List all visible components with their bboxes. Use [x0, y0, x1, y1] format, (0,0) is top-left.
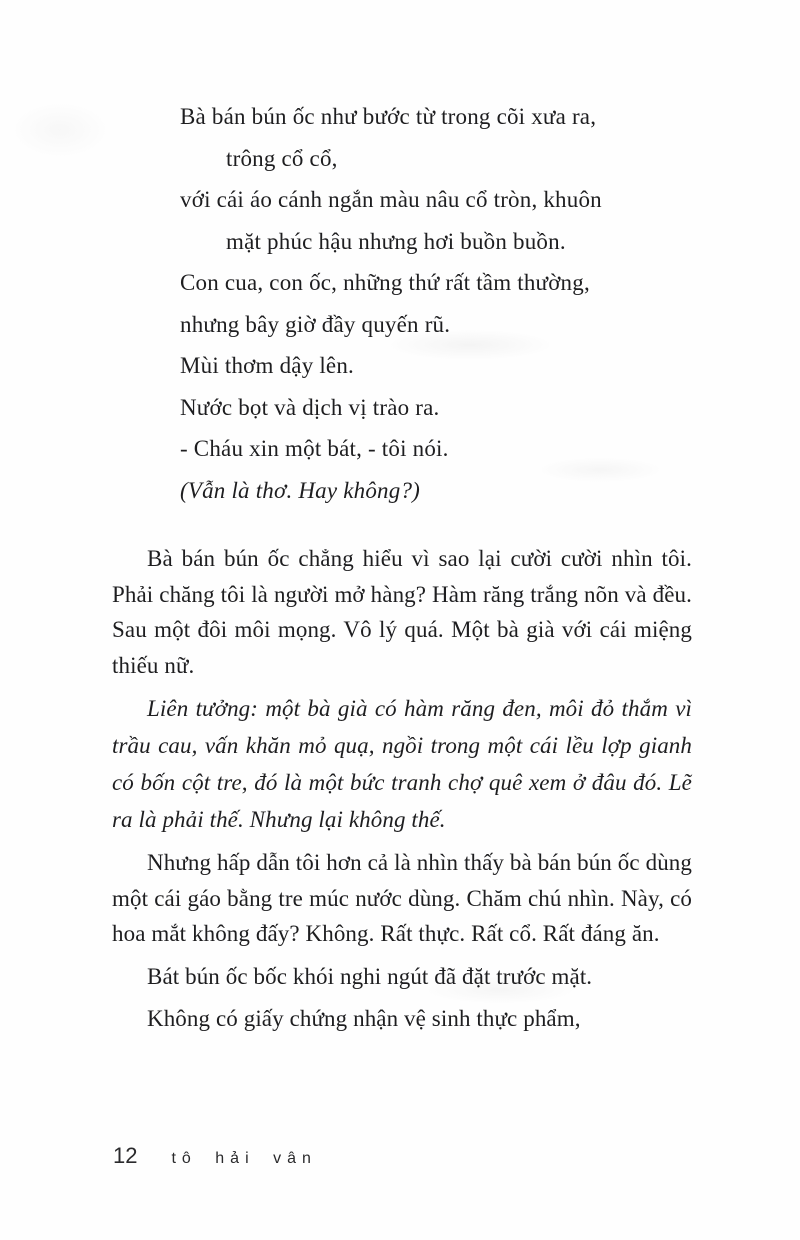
page-footer	[113, 1143, 317, 1169]
poem-line: với cái áo cánh ngắn màu nâu cổ tròn, khuôn	[180, 187, 602, 212]
poem-line: Bà bán bún ốc như bước từ trong cõi xưa ra,	[180, 104, 597, 129]
poem-line: mặt phúc hậu nhưng hơi buồn buồn.	[226, 228, 566, 254]
paragraph: Nhưng hấp dẫn tôi hơn cả là nhìn thấy bà bán bún ốc dùng một cái gáo bằng tre múc nước dùng. Chăm chú nhìn. Này, có hoa mắt không đấy? Không. Rất thực. Rất cổ. Rất đáng ăn.	[112, 850, 692, 946]
poem-block	[180, 96, 720, 511]
poem-line: Nước bọt và dịch vị trào ra.	[180, 394, 440, 420]
paragraph: Bà bán bún ốc chẳng hiểu vì sao lại cười cười nhìn tôi. Phải chăng tôi là người mở hàng? Hàm răng trắng nõn và đều. Sau một đôi môi mọng. Vô lý quá. Một bà già với cái miệng thiếu nữ.	[112, 546, 692, 678]
paragraph: Không có giấy chứng nhận vệ sinh thực phẩm,	[147, 1006, 581, 1031]
poem-line: trông cổ cổ,	[226, 145, 338, 171]
poem-line-aside: (Vẫn là thơ. Hay không?)	[180, 477, 420, 503]
paragraph-italic: Liên tưởng: một bà già có hàm răng đen, môi đỏ thắm vì trầu cau, vấn khăn mỏ quạ, ngồi trong một cái lều lợp gianh có bốn cột tre, đó là một bức tranh chợ quê xem ở đâu đó. Lẽ ra là phải thế. Nhưng lại không thế.	[112, 696, 692, 832]
paragraph: Bát bún ốc bốc khói nghi ngút đã đặt trước mặt.	[147, 963, 593, 989]
poem-line: Mùi thơm dậy lên.	[180, 353, 354, 378]
author-name: tô hải vân	[171, 1150, 317, 1167]
poem-line: Con cua, con ốc, những thứ rất tầm thường,	[180, 270, 590, 295]
page-number: 12	[113, 1143, 138, 1168]
poem-line: nhưng bây giờ đầy quyến rũ.	[180, 311, 451, 337]
poem-line: - Cháu xin một bát, - tôi nói.	[180, 436, 449, 461]
prose-block	[112, 541, 692, 1044]
